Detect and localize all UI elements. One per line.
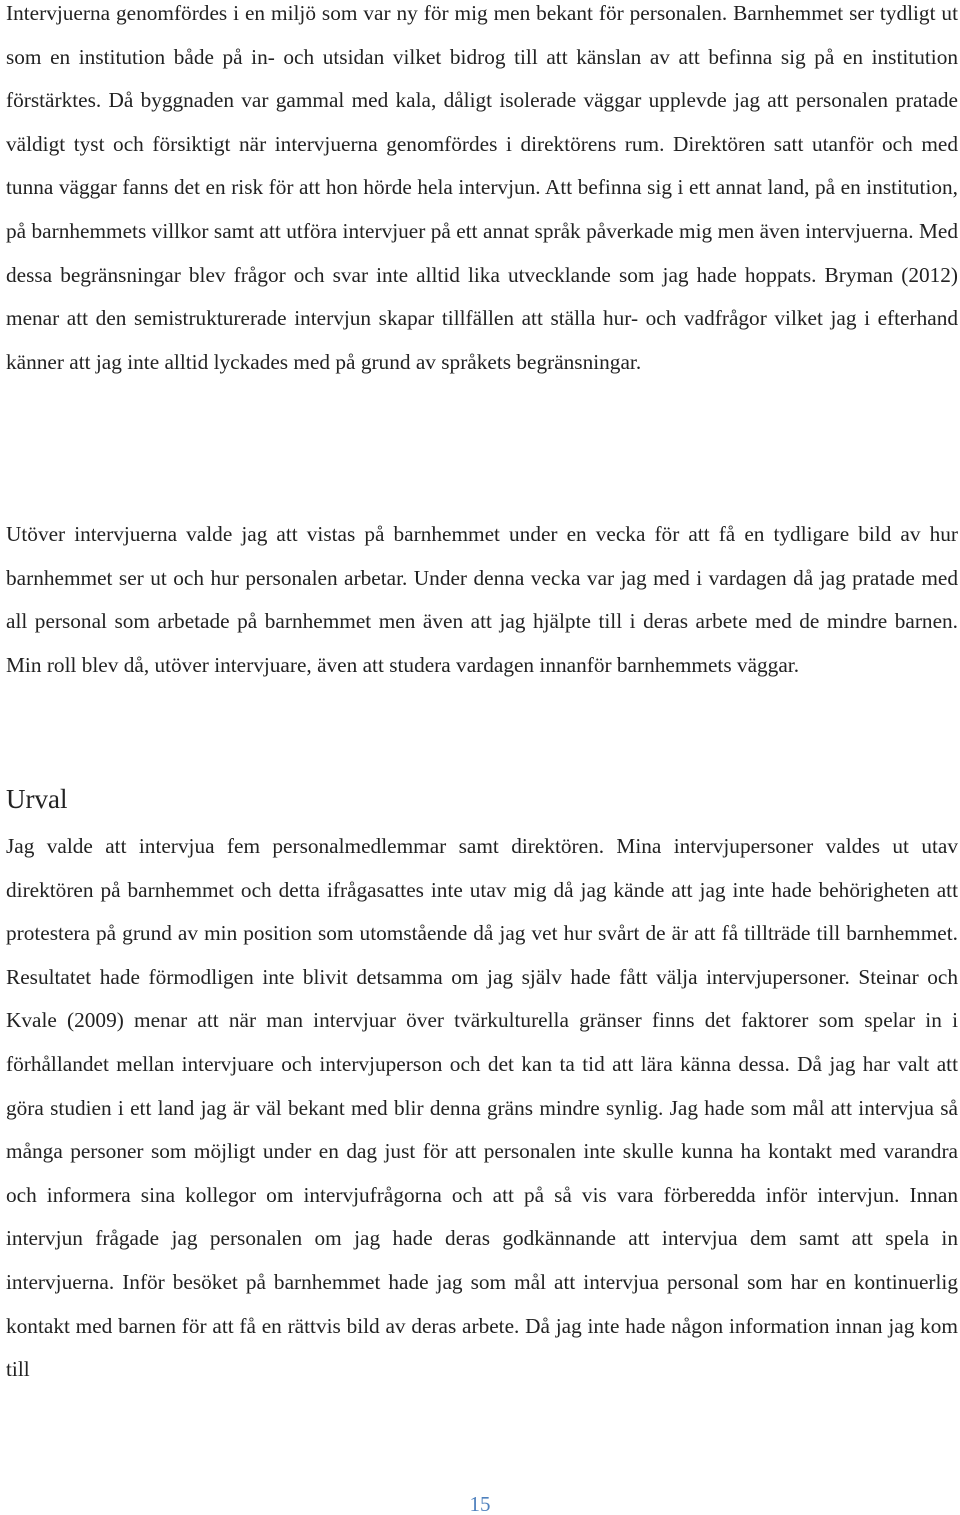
page-number: 15 <box>469 1492 491 1515</box>
paragraph-interview-setting: Intervjuerna genomfördes i en miljö som var ny för mig men bekant för personalen. Barnhemmet ser tydligt ut som en institution både på in- och utsidan vilket bidrog till att känslan av att befinna sig på en institution förstärktes. Då byggnaden var gammal med kala, dåligt isolerade väggar upplevde jag att personalen pratade väldigt tyst och försiktigt när intervjuerna genomfördes i direktörens rum. Direktören satt utanför och med tunna väggar fanns det en risk för att hon hörde hela intervjun. Att befinna sig i ett annat land, på en institution, på barnhemmets villkor samt att utföra intervjuer på ett annat språk påverkade mig men även intervjuerna. Med dessa begränsningar blev frågor och svar inte alltid lika utvecklande som jag hade hoppats. Bryman (2012) menar att den semistrukturerade intervjun skapar tillfällen att ställa hur- och vadfrågor vilket jag i efterhand känner att jag inte alltid lyckades med på grund av språkets begränsningar. <box>6 1 958 374</box>
section-heading-urval: Urval <box>6 784 68 814</box>
paragraph-urval: Jag valde att intervjua fem personalmedlemmar samt direktören. Mina intervjupersoner valdes ut utav direktören på barnhemmet och detta ifrågasattes inte utav mig då jag kände att jag inte hade behörigheten att protestera på grund av min position som utomstående då jag vet hur svårt de är att få tillträde till barnhemmet. Resultatet hade förmodligen inte blivit detsamma om jag själv hade fått välja intervjupersoner. Steinar och Kvale (2009) menar att när man intervjuar över tvärkulturella gränser finns det faktorer som spelar in i förhållandet mellan intervjuare och intervjuperson och det kan ta tid att lära känna dessa. Då jag har valt att göra studien i ett land jag är väl bekant med blir denna gräns mindre synlig. Jag hade som mål att intervjua så många personer som möjligt under en dag just för att personalen inte skulle kunna ha kontakt med varandra och informera sina kollegor om intervjufrågorna och att på så vis vara förberedda inför intervjun. Innan intervjun frågade jag personalen om jag hade deras godkännande att intervjua dem samt att spela in intervjuerna. Inför besöket på barnhemmet hade jag som mål att intervjua personal som har en kontinuerlig kontakt med barnen för att få en rättvis bild av deras arbete. Då jag inte hade någon information innan jag kom till <box>6 834 958 1382</box>
paragraph-observation-week: Utöver intervjuerna valde jag att vistas på barnhemmet under en vecka för att få en tydligare bild av hur barnhemmet ser ut och hur personalen arbetar. Under denna vecka var jag med i vardagen då jag pratade med all personal som arbetade på barnhemmet men även att jag hjälpte till i deras arbete med de mindre barnen. Min roll blev då, utöver intervjuare, även att studera vardagen innanför barnhemmets väggar. <box>6 522 958 677</box>
